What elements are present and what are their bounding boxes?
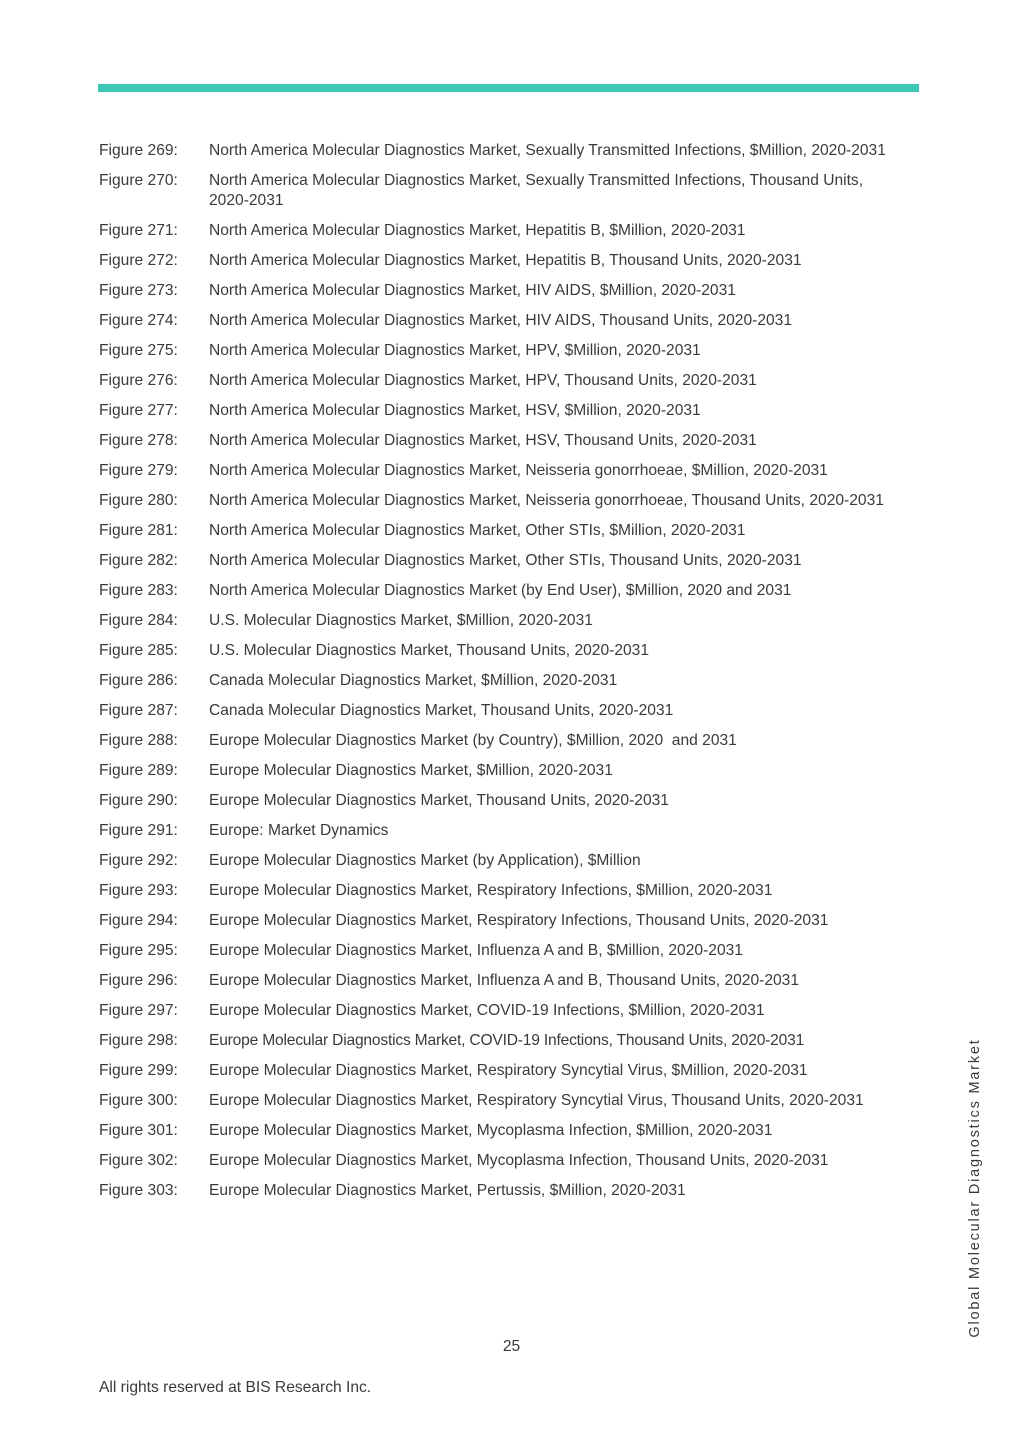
figure-number: Figure 276: bbox=[99, 372, 178, 389]
figure-title: Canada Molecular Diagnostics Market, Thousand Units, 2020-2031 bbox=[209, 702, 674, 719]
figure-title: North America Molecular Diagnostics Market, Neisseria gonorrhoeae, $Million, 2020-2031 bbox=[209, 462, 828, 479]
figure-title: Europe Molecular Diagnostics Market, COVID-19 Infections, $Million, 2020-2031 bbox=[209, 1002, 765, 1019]
list-item bbox=[99, 1181, 899, 1201]
list-item bbox=[99, 581, 899, 601]
figure-number: Figure 288: bbox=[99, 732, 178, 749]
list-item bbox=[99, 371, 899, 391]
figure-number: Figure 297: bbox=[99, 1002, 178, 1019]
list-item bbox=[99, 551, 899, 571]
list-item bbox=[99, 401, 899, 421]
figure-number: Figure 272: bbox=[99, 252, 178, 269]
figure-number: Figure 293: bbox=[99, 882, 178, 899]
figure-title: Europe Molecular Diagnostics Market, Respiratory Syncytial Virus, $Million, 2020-2031 bbox=[209, 1062, 808, 1079]
list-item bbox=[99, 1061, 899, 1081]
figure-number: Figure 282: bbox=[99, 552, 178, 569]
list-item bbox=[99, 911, 899, 931]
figure-number: Figure 292: bbox=[99, 852, 178, 869]
figure-title: Canada Molecular Diagnostics Market, $Million, 2020-2031 bbox=[209, 672, 618, 689]
figure-title: North America Molecular Diagnostics Market, HSV, Thousand Units, 2020-2031 bbox=[209, 432, 757, 449]
figure-number: Figure 279: bbox=[99, 462, 178, 479]
figure-number: Figure 286: bbox=[99, 672, 178, 689]
list-item bbox=[99, 791, 899, 811]
figure-title: North America Molecular Diagnostics Market, Hepatitis B, Thousand Units, 2020-2031 bbox=[209, 252, 802, 269]
list-of-figures bbox=[99, 141, 899, 1211]
list-item bbox=[99, 851, 899, 871]
figure-title: North America Molecular Diagnostics Market, Other STIs, $Million, 2020-2031 bbox=[209, 522, 746, 539]
list-item bbox=[99, 311, 899, 331]
list-item bbox=[99, 461, 899, 481]
figure-number: Figure 300: bbox=[99, 1092, 178, 1109]
list-item bbox=[99, 281, 899, 301]
figure-title: Europe Molecular Diagnostics Market, Influenza A and B, $Million, 2020-2031 bbox=[209, 942, 743, 959]
figure-title: Europe Molecular Diagnostics Market, Pertussis, $Million, 2020-2031 bbox=[209, 1182, 686, 1199]
list-item bbox=[99, 341, 899, 361]
figure-title: Europe Molecular Diagnostics Market, Respiratory Infections, Thousand Units, 2020-2031 bbox=[209, 912, 829, 929]
figure-number: Figure 296: bbox=[99, 972, 178, 989]
list-item bbox=[99, 821, 899, 841]
figure-number: Figure 284: bbox=[99, 612, 178, 629]
list-item bbox=[99, 611, 899, 631]
list-item bbox=[99, 971, 899, 991]
figure-title: North America Molecular Diagnostics Market, HSV, $Million, 2020-2031 bbox=[209, 402, 701, 419]
figure-title: Europe Molecular Diagnostics Market, Influenza A and B, Thousand Units, 2020-2031 bbox=[209, 972, 800, 989]
figure-title: Europe Molecular Diagnostics Market, Mycoplasma Infection, Thousand Units, 2020-2031 bbox=[209, 1152, 829, 1169]
list-item bbox=[99, 731, 899, 751]
figure-number: Figure 299: bbox=[99, 1062, 178, 1079]
list-item bbox=[99, 251, 899, 271]
list-item bbox=[99, 431, 899, 451]
list-item bbox=[99, 491, 899, 511]
figure-title: Europe Molecular Diagnostics Market, Thousand Units, 2020-2031 bbox=[209, 792, 669, 809]
figure-title: Europe Molecular Diagnostics Market, COVID-19 Infections, Thousand Units, 2020-2031 bbox=[209, 1032, 805, 1049]
figure-title: Europe Molecular Diagnostics Market, Mycoplasma Infection, $Million, 2020-2031 bbox=[209, 1122, 773, 1139]
figure-number: Figure 301: bbox=[99, 1122, 178, 1139]
list-item bbox=[99, 761, 899, 781]
figure-title: North America Molecular Diagnostics Market (by End User), $Million, 2020 and 2031 bbox=[209, 582, 792, 599]
figure-number: Figure 283: bbox=[99, 582, 178, 599]
figure-number: Figure 281: bbox=[99, 522, 178, 539]
figure-number: Figure 298: bbox=[99, 1032, 178, 1049]
figure-title: North America Molecular Diagnostics Market, Sexually Transmitted Infections, $Million, 2020-2031 bbox=[209, 142, 886, 159]
figure-title: U.S. Molecular Diagnostics Market, $Million, 2020-2031 bbox=[209, 612, 593, 629]
figure-number: Figure 295: bbox=[99, 942, 178, 959]
figure-title: Europe Molecular Diagnostics Market, Respiratory Infections, $Million, 2020-2031 bbox=[209, 882, 773, 899]
figure-title: North America Molecular Diagnostics Market, HIV AIDS, $Million, 2020-2031 bbox=[209, 282, 736, 299]
figure-title: U.S. Molecular Diagnostics Market, Thousand Units, 2020-2031 bbox=[209, 642, 650, 659]
list-item bbox=[99, 521, 899, 541]
figure-title: North America Molecular Diagnostics Market, Sexually Transmitted Infections, Thousand Units, 2020-2031 bbox=[209, 172, 864, 209]
list-item bbox=[99, 671, 899, 691]
figure-title: Europe Molecular Diagnostics Market (by Country), $Million, 2020 and 2031 bbox=[209, 732, 737, 749]
figure-number: Figure 294: bbox=[99, 912, 178, 929]
figure-number: Figure 278: bbox=[99, 432, 178, 449]
figure-title: North America Molecular Diagnostics Market, HPV, $Million, 2020-2031 bbox=[209, 342, 701, 359]
figure-number: Figure 273: bbox=[99, 282, 178, 299]
list-item bbox=[99, 141, 899, 161]
list-item bbox=[99, 1001, 899, 1021]
list-item bbox=[99, 1091, 899, 1111]
list-item bbox=[99, 1151, 899, 1171]
side-running-title: Global Molecular Diagnostics Market bbox=[967, 1038, 983, 1338]
figure-number: Figure 269: bbox=[99, 142, 178, 159]
header-accent-rule bbox=[98, 84, 919, 92]
figure-title: North America Molecular Diagnostics Market, HIV AIDS, Thousand Units, 2020-2031 bbox=[209, 312, 793, 329]
figure-number: Figure 270: bbox=[99, 172, 178, 189]
figure-title: North America Molecular Diagnostics Market, Other STIs, Thousand Units, 2020-2031 bbox=[209, 552, 802, 569]
figure-title: Europe Molecular Diagnostics Market, Respiratory Syncytial Virus, Thousand Units, 2020-2031 bbox=[209, 1092, 864, 1109]
list-item bbox=[99, 881, 899, 901]
figure-number: Figure 289: bbox=[99, 762, 178, 779]
figure-number: Figure 291: bbox=[99, 822, 178, 839]
figure-number: Figure 303: bbox=[99, 1182, 178, 1199]
page-number: 25 bbox=[502, 1338, 521, 1355]
figure-number: Figure 280: bbox=[99, 492, 178, 509]
figure-title: North America Molecular Diagnostics Market, Neisseria gonorrhoeae, Thousand Units, 2020-2031 bbox=[209, 492, 884, 509]
figure-title: North America Molecular Diagnostics Market, HPV, Thousand Units, 2020-2031 bbox=[209, 372, 757, 389]
list-item bbox=[99, 701, 899, 721]
list-item bbox=[99, 221, 899, 241]
list-item bbox=[99, 641, 899, 661]
list-item bbox=[99, 1031, 899, 1051]
figure-number: Figure 290: bbox=[99, 792, 178, 809]
figure-number: Figure 274: bbox=[99, 312, 178, 329]
figure-title: North America Molecular Diagnostics Market, Hepatitis B, $Million, 2020-2031 bbox=[209, 222, 746, 239]
figure-title: Europe: Market Dynamics bbox=[209, 822, 389, 839]
figure-number: Figure 287: bbox=[99, 702, 178, 719]
figure-number: Figure 275: bbox=[99, 342, 178, 359]
figure-number: Figure 271: bbox=[99, 222, 178, 239]
figure-title: Europe Molecular Diagnostics Market, $Million, 2020-2031 bbox=[209, 762, 613, 779]
figure-title: Europe Molecular Diagnostics Market (by Application), $Million bbox=[209, 852, 641, 869]
list-item bbox=[99, 941, 899, 961]
footer-copyright: All rights reserved at BIS Research Inc. bbox=[99, 1379, 372, 1396]
list-item bbox=[99, 171, 899, 211]
figure-number: Figure 302: bbox=[99, 1152, 178, 1169]
figure-number: Figure 277: bbox=[99, 402, 178, 419]
figure-number: Figure 285: bbox=[99, 642, 178, 659]
list-item bbox=[99, 1121, 899, 1141]
